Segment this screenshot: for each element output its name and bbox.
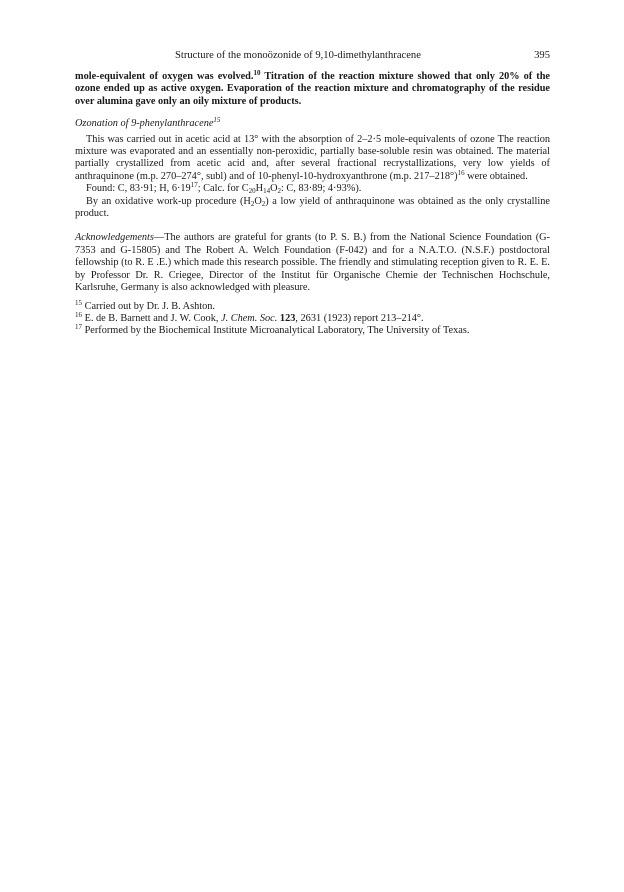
acknowledgements-heading: Acknowledgements (75, 232, 154, 244)
paragraph-oxidative (75, 196, 550, 221)
footnote-16 (75, 310, 550, 325)
footnote-17 (75, 325, 550, 337)
section-title: Ozonation of 9-phenylanthracene (75, 118, 214, 130)
page-number: 395 (534, 50, 550, 61)
footnote-number: 15 (75, 298, 82, 307)
para3-sub-2: 2 (261, 199, 266, 208)
para1-text-a: mole-equivalent of oxygen was evolved. (75, 71, 254, 82)
footnote-text: , 2631 (1923) report 213–214°. (295, 312, 424, 324)
calc-prefix: ; Calc. for C (197, 183, 249, 195)
paragraph-ozonation (75, 134, 550, 184)
ref-17: 17 (190, 181, 198, 190)
footnote-text: E. de B. Barnett and J. W. Cook, (82, 312, 221, 324)
formula-sub-o: 2 (277, 187, 281, 196)
para2-text-a: This was carried out in acetic acid at 13° with the absorption of 2–2·5 mole-equivalents of ozone The reaction mixture was evaporated and an essentially non-peroxidic, partially base-soluble resin was obtained. The material partially crystallized from acetic acid and, after several fractional recrystallizations, very low yields of anthraquinone (m.p. 270–274°, subl) and of 10-phenyl-10-hydroxyanthrone (m.p. 217–218°) (75, 133, 550, 182)
formula-h: H (255, 183, 264, 195)
journal-name: J. Chem. Soc. (221, 312, 278, 324)
ref-15: 15 (213, 116, 221, 125)
para2-text-b: were obtained. (464, 170, 528, 182)
ref-16: 16 (457, 168, 465, 177)
formula-sub-h: 14 (263, 187, 271, 196)
para3-text-c: ) a low yield of anthraquinone was obtained as the only crystalline product. (75, 195, 550, 220)
found-c: C, 83·91; (117, 183, 160, 195)
footnote-15 (75, 298, 550, 313)
journal-volume: 123 (277, 312, 296, 324)
section-heading (75, 118, 550, 130)
formula-sub-c: 20 (248, 187, 256, 196)
found-label: Found: (86, 183, 118, 195)
formula-o: O (270, 183, 278, 195)
calc-values: : C, 83·89; 4·93%). (281, 183, 362, 195)
ref-10: 10 (253, 69, 261, 77)
para3-text-b: O (254, 195, 262, 207)
analysis-line (75, 183, 550, 195)
footnote-text: Carried out by Dr. J. B. Ashton. (82, 300, 215, 312)
running-title: Structure of the monoözonide of 9,10-dimethylanthracene (175, 50, 421, 61)
para3-text-a: By an oxidative work-up procedure (H (86, 195, 251, 207)
acknowledgements-text: —The authors are grateful for grants (to P. S. B.) from the National Science Foundation (G-7353 and G-15805) and The Robert A. Welch Foundation (F-042) and for a N.A.T.O. (N.S.F.) postdoctoral fellowship (to R. E .E.) which made this research possible. The friendly and stimulating reception given to R. E. E. by Professor Dr. R. Criegee, Director of the Institut für Organische Chemie der Technischen Hochschule, Karlsruhe, Germany is also acknowledged with pleasure. (75, 232, 550, 294)
paragraph-continuation (75, 71, 550, 108)
para1-text-b: Titration of the reaction mixture showed that only 20% of the ozone ended up as active oxygen. Evaporation of the reaction mixture and chromatography of the residue over alumina gave only an oily mixture of products. (75, 71, 550, 107)
article-body (75, 71, 550, 338)
para3-sub-1: 2 (250, 199, 255, 208)
footnote-number: 16 (75, 310, 82, 319)
found-h: H, 6·19 (159, 183, 191, 195)
footnote-text: Performed by the Biochemical Institute Microanalytical Laboratory, The University of Texas. (82, 325, 470, 337)
acknowledgements (75, 232, 550, 294)
footnote-number: 17 (75, 323, 82, 332)
